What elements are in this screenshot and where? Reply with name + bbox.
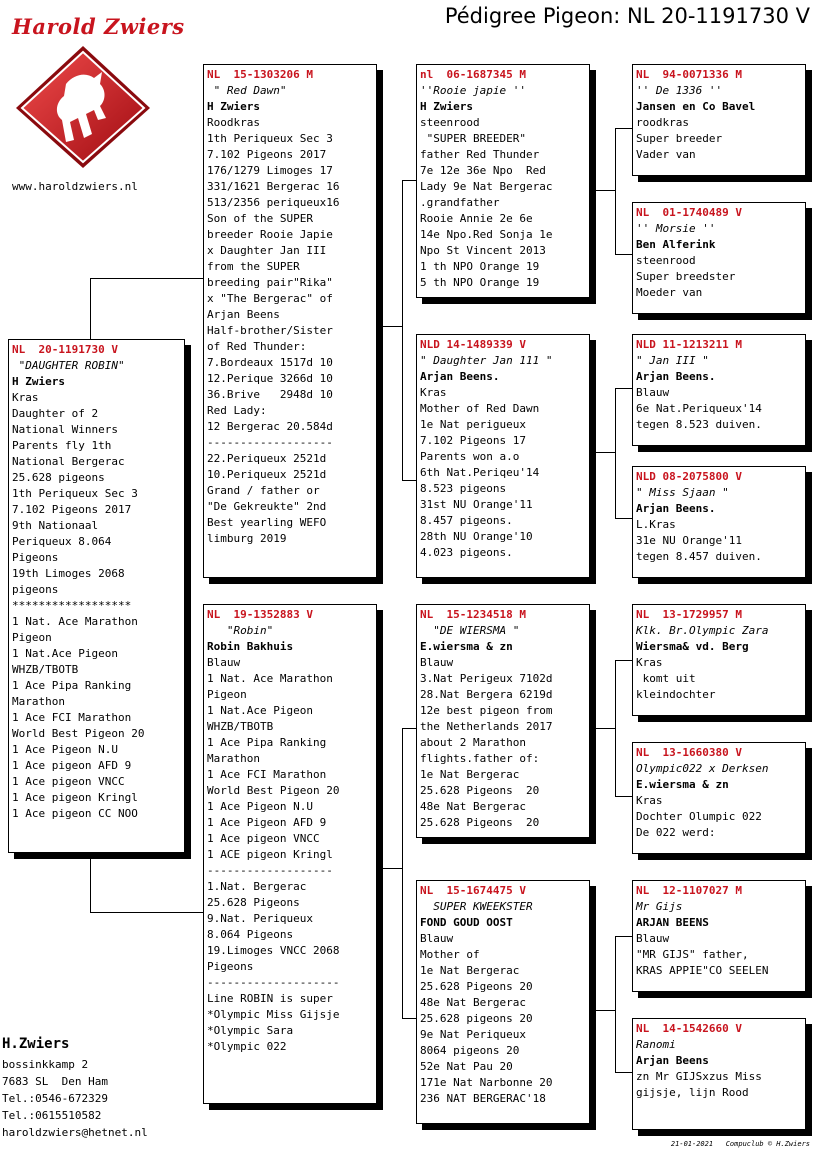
connector-line — [402, 1018, 417, 1019]
info-line: Parents fly 1th — [12, 439, 112, 452]
info-line: 1 Ace pigeon CC NOO — [12, 807, 138, 820]
info-line: Dochter Olumpic 022 — [636, 810, 762, 823]
pigeon-card-fmm — [632, 466, 806, 578]
connector-line — [90, 912, 204, 913]
info-line: Half-brother/Sister — [207, 324, 333, 337]
info-line: about 2 Marathon — [420, 736, 526, 749]
connector-line — [615, 1072, 633, 1073]
info-line: 3.Nat Perigeux 7102d — [420, 672, 553, 685]
connector-line — [402, 180, 403, 480]
info-line: *Olympic Miss Gijsje — [207, 1008, 340, 1021]
info-line: 6e Nat.Periqueux'14 — [636, 402, 762, 415]
info-line: 1th Periqueux Sec 3 — [207, 132, 333, 145]
info-line: Pigeon — [12, 631, 52, 644]
info-line: 28.Nat Bergera 6219d — [420, 688, 553, 701]
info-line: breeding pair"Rika" — [207, 276, 333, 289]
info-line: -------------------- — [207, 976, 340, 989]
info-line: Super breedster — [636, 270, 736, 283]
ring-number: NL 94-0071336 M — [636, 68, 742, 81]
info-line: kleindochter — [636, 688, 716, 701]
pigeon-name: '' Morsie '' — [636, 222, 716, 235]
info-line: Grand / father or — [207, 484, 320, 497]
info-line: 19th Limoges 2068 — [12, 567, 125, 580]
owner-name: E.wiersma & zn — [636, 778, 729, 791]
website-url[interactable]: www.haroldzwiers.nl — [12, 180, 138, 193]
info-line: 14e Npo.Red Sonja 1e — [420, 228, 553, 241]
info-line: 1 Nat.Ace Pigeon — [12, 647, 118, 660]
info-line: father Red Thunder — [420, 148, 540, 161]
connector-line — [615, 518, 633, 519]
info-line: breeder Rooie Japie — [207, 228, 333, 241]
info-line: Kras — [420, 386, 447, 399]
info-line: 1th Periqueux Sec 3 — [12, 487, 138, 500]
owner-name: Arjan Beens — [636, 1054, 709, 1067]
owner-name: Jansen en Co Bavel — [636, 100, 756, 113]
info-line: 1 Ace FCI Marathon — [207, 768, 327, 781]
info-line: Son of the SUPER — [207, 212, 313, 225]
pigeon-card-father-father — [416, 64, 590, 298]
info-line: Daughter of 2 — [12, 407, 99, 420]
info-line: Blauw — [420, 656, 454, 669]
info-line: L.Kras — [636, 518, 676, 531]
contact-email[interactable]: haroldzwiers@hetnet.nl — [2, 1126, 148, 1139]
info-line: 25.628 Pigeons 20 — [420, 816, 540, 829]
info-line: Blauw — [420, 932, 454, 945]
info-line: 25.628 Pigeons 20 — [420, 980, 533, 993]
owner-name: E.wiersma & zn — [420, 640, 513, 653]
pigeon-card-father-mother — [416, 334, 590, 578]
info-line: 52e Nat Pau 20 — [420, 1060, 513, 1073]
info-line: the Netherlands 2017 — [420, 720, 553, 733]
info-line: 1 Ace Pigeon N.U — [12, 743, 118, 756]
owner-name: FOND GOUD OOST — [420, 916, 513, 929]
info-line: 4.023 pigeons. — [420, 546, 513, 559]
owner-name: Robin Bakhuis — [207, 640, 294, 653]
connector-line — [615, 660, 633, 661]
info-line: World Best Pigeon 20 — [12, 727, 145, 740]
pigeon-name: ''Rooie japie '' — [420, 84, 526, 97]
contact-line: bossinkkamp 2 — [2, 1058, 89, 1071]
info-line: 1 Ace pigeon VNCC — [12, 775, 125, 788]
info-line: 513/2356 periqueux16 — [207, 196, 340, 209]
ring-number: NL 19-1352883 V — [207, 608, 313, 621]
info-line: 1e Nat Bergerac — [420, 768, 520, 781]
info-line: Blauw — [636, 932, 670, 945]
pigeon-name: Ranomi — [636, 1038, 676, 1051]
connector-line — [591, 1010, 615, 1011]
info-line: 1 th NPO Orange 19 — [420, 260, 540, 273]
pigeon-name: Klk. Br.Olympic Zara — [636, 624, 769, 637]
info-line: ------------------- — [207, 436, 333, 449]
owner-name: H Zwiers — [207, 100, 260, 113]
info-line: ------------------- — [207, 864, 333, 877]
info-line: 12 Bergerac 20.584d — [207, 420, 333, 433]
info-line: "MR GIJS" father, — [636, 948, 749, 961]
connector-line — [615, 388, 616, 518]
info-line: 25.628 pigeons — [12, 471, 105, 484]
info-line: roodkras — [636, 116, 689, 129]
info-line: Pigeons — [207, 960, 254, 973]
pigeon-card-mmm — [632, 1018, 806, 1130]
info-line: 236 NAT BERGERAC'18 — [420, 1092, 546, 1105]
connector-line — [378, 868, 402, 869]
info-line: gijsje, lijn Rood — [636, 1086, 749, 1099]
info-line: 8.457 pigeons. — [420, 514, 513, 527]
info-line: limburg 2019 — [207, 532, 287, 545]
info-line: 9th Nationaal — [12, 519, 99, 532]
info-line: 19.Limoges VNCC 2068 — [207, 944, 340, 957]
info-line: 10.Periqueux 2521d — [207, 468, 327, 481]
pigeon-name: "DAUGHTER ROBIN" — [12, 359, 125, 372]
info-line: 1 Ace Pipa Ranking — [207, 736, 327, 749]
info-line: World Best Pigeon 20 — [207, 784, 340, 797]
info-line: National Bergerac — [12, 455, 125, 468]
info-line: 7.102 Pigeons 17 — [420, 434, 526, 447]
info-line: .grandfather — [420, 196, 500, 209]
info-line: x "The Bergerac" of — [207, 292, 333, 305]
info-line: KRAS APPIE"CO SEELEN — [636, 964, 769, 977]
info-line: 9e Nat Periqueux — [420, 1028, 526, 1041]
info-line: 9.Nat. Periqueux — [207, 912, 313, 925]
ring-number: NL 12-1107027 M — [636, 884, 742, 897]
ring-number: NL 15-1674475 V — [420, 884, 526, 897]
pigeon-card-mff — [632, 604, 806, 716]
connector-line — [615, 936, 616, 1072]
connector-line — [591, 452, 615, 453]
info-line: "De Gekreukte" 2nd — [207, 500, 327, 513]
ring-number: NLD 14-1489339 V — [420, 338, 526, 351]
info-line: Mother of Red Dawn — [420, 402, 540, 415]
info-line: 31st NU Orange'11 — [420, 498, 533, 511]
connector-line — [90, 278, 91, 340]
info-line: 331/1621 Bergerac 16 — [207, 180, 340, 193]
info-line: Mother of — [420, 948, 480, 961]
info-line: 1 Nat. Ace Marathon — [12, 615, 138, 628]
info-line: WHZB/TBOTB — [12, 663, 79, 676]
owner-name: Ben Alferink — [636, 238, 716, 251]
pigeon-name: " Miss Sjaan " — [636, 486, 729, 499]
info-line: 48e Nat Bergerac — [420, 996, 526, 1009]
info-line: Npo St Vincent 2013 — [420, 244, 546, 257]
info-line: Arjan Beens — [207, 308, 280, 321]
info-line: 25.628 Pigeons — [207, 896, 300, 909]
connector-line — [591, 190, 615, 191]
info-line: 1 Nat.Ace Pigeon — [207, 704, 313, 717]
info-line: 7.102 Pigeons 2017 — [207, 148, 327, 161]
info-line: zn Mr GIJSxzus Miss — [636, 1070, 762, 1083]
ring-number: NLD 11-1213211 M — [636, 338, 742, 351]
brand-name: Harold Zwiers — [12, 14, 185, 39]
info-line: 1 Nat. Ace Marathon — [207, 672, 333, 685]
info-line: 8.064 Pigeons — [207, 928, 294, 941]
info-line: 1e Nat perigueux — [420, 418, 526, 431]
info-line: komt uit — [636, 672, 696, 685]
pigeon-name: " Jan III " — [636, 354, 709, 367]
info-line: from the SUPER — [207, 260, 300, 273]
info-line: 48e Nat Bergerac — [420, 800, 526, 813]
info-line: 1 Ace Pigeon N.U — [207, 800, 313, 813]
contact-line: 7683 SL Den Ham — [2, 1075, 108, 1088]
info-line: *Olympic Sara — [207, 1024, 294, 1037]
info-line: Red Lady: — [207, 404, 267, 417]
info-line: Moeder van — [636, 286, 703, 299]
contact-block — [2, 1036, 148, 1141]
connector-line — [402, 728, 417, 729]
info-line: tegen 8.457 duiven. — [636, 550, 762, 563]
owner-name: Arjan Beens. — [420, 370, 500, 383]
info-line: 22.Periqueux 2521d — [207, 452, 327, 465]
pigeon-name: Olympic022 x Derksen — [636, 762, 769, 775]
info-line: 31e NU Orange'11 — [636, 534, 742, 547]
info-line: 1 Ace pigeon AFD 9 — [12, 759, 132, 772]
connector-line — [615, 128, 633, 129]
contact-line: Tel.:0615510582 — [2, 1109, 102, 1122]
ring-number: NLD 08-2075800 V — [636, 470, 742, 483]
connector-line — [615, 660, 616, 796]
ring-number: nl 06-1687345 M — [420, 68, 526, 81]
contact-name: H.Zwiers — [2, 1036, 70, 1052]
info-line: Rooie Annie 2e 6e — [420, 212, 533, 225]
pigeon-card-fmf — [632, 334, 806, 446]
info-line: 1e Nat Bergerac — [420, 964, 520, 977]
info-line: 1.Nat. Bergerac — [207, 880, 307, 893]
info-line: Parents won a.o — [420, 450, 520, 463]
owner-name: H Zwiers — [420, 100, 473, 113]
ring-number: NL 01-1740489 V — [636, 206, 742, 219]
info-line: 25.628 pigeons 20 — [420, 1012, 533, 1025]
info-line: Roodkras — [207, 116, 260, 129]
pigeon-card-mother — [203, 604, 377, 1104]
info-line: Pigeons — [12, 551, 59, 564]
info-line: 7.Bordeaux 1517d 10 — [207, 356, 333, 369]
pigeon-name: '' De 1336 '' — [636, 84, 723, 97]
horse-shield-logo-icon — [14, 44, 152, 170]
pigeon-card-father — [203, 64, 377, 578]
pigeon-card-ffm — [632, 202, 806, 314]
info-line: of Red Thunder: — [207, 340, 307, 353]
info-line: De 022 werd: — [636, 826, 716, 839]
connector-line — [615, 388, 633, 389]
info-line: ****************** — [12, 599, 132, 612]
info-line: 1 ACE pigeon Kringl — [207, 848, 333, 861]
info-line: Blauw — [207, 656, 241, 669]
info-line: 28th NU Orange'10 — [420, 530, 533, 543]
page-title: Pédigree Pigeon: NL 20-1191730 V — [444, 4, 810, 28]
info-line: 8.523 pigeons — [420, 482, 507, 495]
info-line: 7.102 Pigeons 2017 — [12, 503, 132, 516]
info-line: tegen 8.523 duiven. — [636, 418, 762, 431]
info-line: *Olympic 022 — [207, 1040, 287, 1053]
info-line: WHZB/TBOTB — [207, 720, 274, 733]
info-line: 8064 pigeons 20 — [420, 1044, 520, 1057]
info-line: Super breeder — [636, 132, 723, 145]
pigeon-card-mmf — [632, 880, 806, 992]
info-line: Line ROBIN is super — [207, 992, 333, 1005]
info-line: 6th Nat.Periqeu'14 — [420, 466, 540, 479]
ring-number: NL 15-1303206 M — [207, 68, 313, 81]
pigeon-name: "Robin" — [207, 624, 274, 637]
info-line: "SUPER BREEDER" — [420, 132, 526, 145]
connector-line — [402, 728, 403, 1018]
connector-line — [615, 254, 633, 255]
info-line: Kras — [12, 391, 39, 404]
owner-name: Arjan Beens. — [636, 502, 716, 515]
owner-name: H Zwiers — [12, 375, 65, 388]
connector-line — [615, 936, 633, 937]
info-line: 12e best pigeon from — [420, 704, 553, 717]
pigeon-card-subject — [8, 339, 185, 853]
owner-name: ARJAN BEENS — [636, 916, 709, 929]
contact-line: Tel.:0546-672329 — [2, 1092, 108, 1105]
pigeon-name: " Daughter Jan 111 " — [420, 354, 553, 367]
info-line: flights.father of: — [420, 752, 540, 765]
connector-line — [591, 728, 615, 729]
info-line: 176/1279 Limoges 17 — [207, 164, 333, 177]
info-line: 171e Nat Narbonne 20 — [420, 1076, 553, 1089]
info-line: 36.Brive 2948d 10 — [207, 388, 333, 401]
pigeon-name: Mr Gijs — [636, 900, 683, 913]
info-line: 1 Ace pigeon VNCC — [207, 832, 320, 845]
info-line: 12.Perique 3266d 10 — [207, 372, 333, 385]
info-line: Vader van — [636, 148, 696, 161]
info-line: National Winners — [12, 423, 118, 436]
pigeon-card-fff — [632, 64, 806, 176]
owner-name: Wiersma& vd. Berg — [636, 640, 749, 653]
connector-line — [90, 278, 204, 279]
ring-number: NL 13-1660380 V — [636, 746, 742, 759]
connector-line — [90, 852, 91, 912]
info-line: 5 th NPO Orange 19 — [420, 276, 540, 289]
connector-line — [615, 128, 616, 254]
info-line: Best yearling WEFO — [207, 516, 327, 529]
pigeon-card-mother-father — [416, 604, 590, 838]
info-line: Blauw — [636, 386, 670, 399]
info-line: Marathon — [12, 695, 65, 708]
connector-line — [378, 326, 402, 327]
info-line: 7e 12e 36e Npo Red — [420, 164, 546, 177]
info-line: 25.628 Pigeons 20 — [420, 784, 540, 797]
connector-line — [615, 796, 633, 797]
ring-number: NL 13-1729957 M — [636, 608, 742, 621]
info-line: pigeons — [12, 583, 59, 596]
footer-credit: 21-01-2021 Compuclub © H.Zwiers — [670, 1140, 810, 1148]
pigeon-name: " Red Dawn" — [207, 84, 287, 97]
ring-number: NL 20-1191730 V — [12, 343, 118, 356]
info-line: steenrood — [420, 116, 480, 129]
info-line: Lady 9e Nat Bergerac — [420, 180, 553, 193]
pigeon-card-mother-mother — [416, 880, 590, 1124]
connector-line — [402, 480, 417, 481]
info-line: steenrood — [636, 254, 696, 267]
info-line: 1 Ace Pipa Ranking — [12, 679, 132, 692]
info-line: Pigeon — [207, 688, 247, 701]
info-line: Marathon — [207, 752, 260, 765]
info-line: x Daughter Jan III — [207, 244, 327, 257]
pigeon-name: SUPER KWEEKSTER — [420, 900, 533, 913]
info-line: 1 Ace pigeon Kringl — [12, 791, 138, 804]
owner-name: Arjan Beens. — [636, 370, 716, 383]
info-line: 1 Ace Pigeon AFD 9 — [207, 816, 327, 829]
pigeon-card-mfm — [632, 742, 806, 854]
connector-line — [402, 180, 417, 181]
info-line: Kras — [636, 794, 663, 807]
ring-number: NL 14-1542660 V — [636, 1022, 742, 1035]
info-line: Kras — [636, 656, 663, 669]
pigeon-name: "DE WIERSMA " — [420, 624, 520, 637]
info-line: Periqueux 8.064 — [12, 535, 112, 548]
ring-number: NL 15-1234518 M — [420, 608, 526, 621]
info-line: 1 Ace FCI Marathon — [12, 711, 132, 724]
